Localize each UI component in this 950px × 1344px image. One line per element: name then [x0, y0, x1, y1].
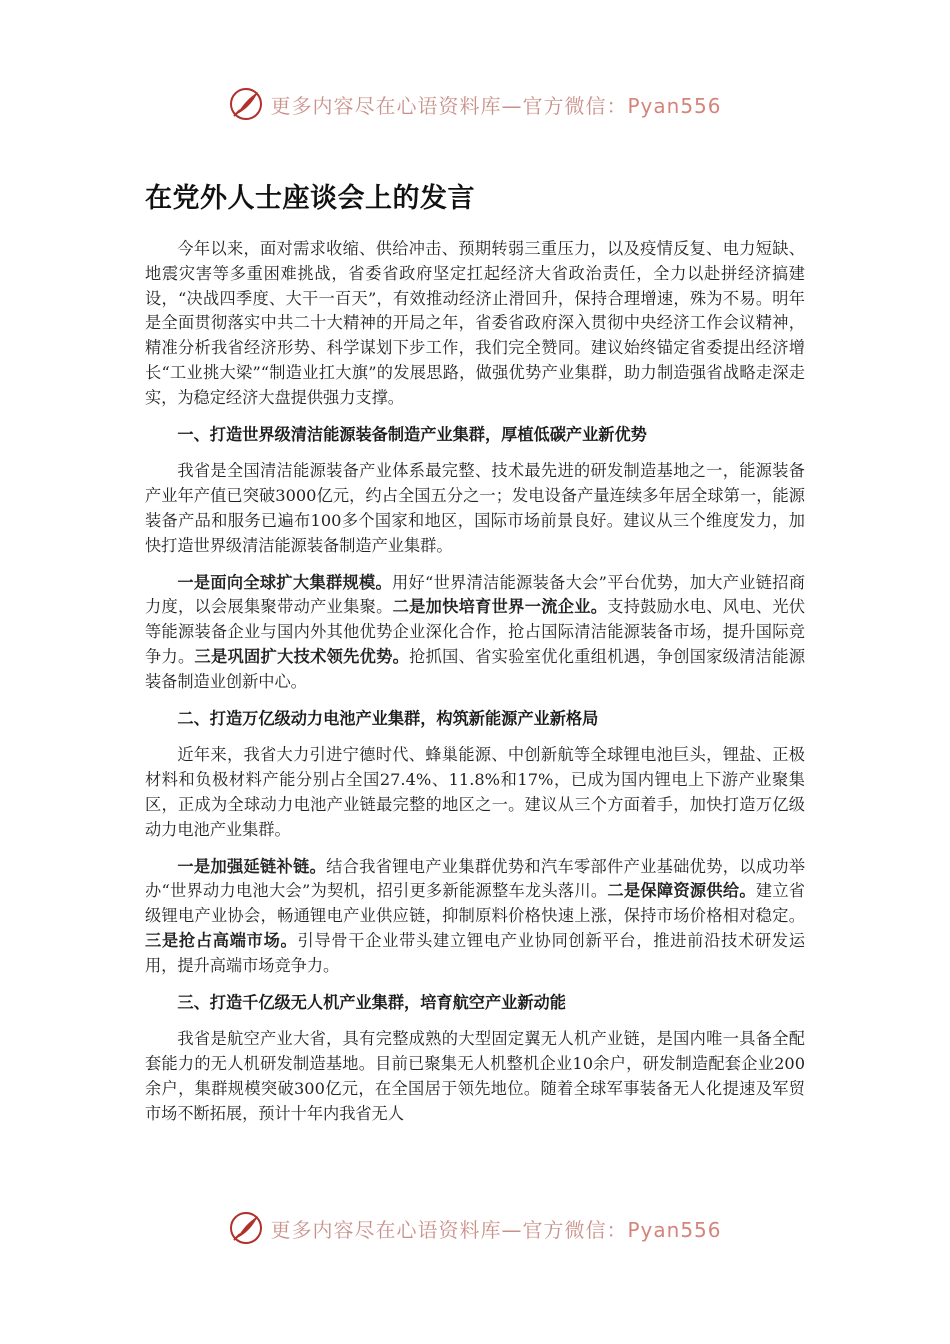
quill-logo-icon — [228, 1210, 264, 1246]
quill-logo-icon — [228, 86, 264, 122]
section-2-paragraph-2: 一是加强延链补链。结合我省锂电产业集群优势和汽车零部件产业基础优势，以成功举办“世界动力电池大会”为契机，招引更多新能源整车龙头落川。二是保障资源供给。建立省级锂电产业协会，畅通锂电产业供应链，抑制原料价格快速上涨，保持市场价格相对稳定。三是抢占高端市场。引导骨干企业带头建立锂电产业协同创新平台，推进前沿技术研发运用，提升高端市场竞争力。 — [145, 856, 806, 975]
document-body — [145, 176, 805, 1139]
intro-paragraph: 今年以来，面对需求收缩、供给冲击、预期转弱三重压力，以及疫情反复、电力短缺、地震灾害等多重困难挑战，省委省政府坚定扛起经济大省政治责任，全力以赴拼经济搞建设，“决战四季度、大干一百天”，有效推动经济止滑回升，保持合理增速，殊为不易。明年是全面贯彻落实中共二十大精神的开局之年，省委省政府深入贯彻中央经济工作会议精神，精准分析我省经济形势、科学谋划下步工作，我们完全赞同。建议始终锚定省委提出经济增长“工业挑大梁”“制造业扛大旗”的发展思路，做强优势产业集群，助力制造强省战略走深走实，为稳定经济大盘提供强力支撑。 — [145, 239, 805, 407]
banner-text: 更多内容尽在心语资料库—官方微信：Pyan556 — [270, 93, 722, 118]
footer-watermark-banner — [0, 1210, 950, 1246]
banner-text: 更多内容尽在心语资料库—官方微信：Pyan556 — [270, 1217, 722, 1242]
section-2-heading: 二、打造万亿级动力电池产业集群，构筑新能源产业新格局 — [177, 708, 599, 728]
document-title: 在党外人士座谈会上的发言 — [145, 183, 475, 214]
wechat-id: Pyan556 — [627, 1217, 722, 1242]
section-3-paragraph-1: 我省是航空产业大省，具有完整成熟的大型固定翼无人机产业链，是国内唯一具备全配套能力的无人机研发制造基地。目前已聚集无人机整机企业10余户，研发制造配套企业200余户，集群规模突破300亿元，在全国居于领先地位。随着全球军事装备无人化提速及军贸市场不断拓展，预计十年内我省无人 — [145, 1029, 805, 1123]
section-2-paragraph-1: 近年来，我省大力引进宁德时代、蜂巢能源、中创新航等全球锂电池巨头，锂盐、正极材料和负极材料产能分别占全国27.4%、11.8%和17%，已成为国内锂电上下游产业聚集区，正成为全球动力电池产业链最完整的地区之一。建议从三个方面着手，加快打造万亿级动力电池产业集群。 — [145, 745, 805, 839]
wechat-id: Pyan556 — [627, 93, 722, 118]
section-1-heading: 一、打造世界级清洁能源装备制造产业集群，厚植低碳产业新优势 — [177, 424, 647, 444]
section-1-paragraph-1: 我省是全国清洁能源装备产业体系最完整、技术最先进的研发制造基地之一，能源装备产业年产值已突破3000亿元，约占全国五分之一；发电设备产量连续多年居全球第一，能源装备产品和服务已遍布100多个国家和地区，国际市场前景良好。建议从三个维度发力，加快打造世界级清洁能源装备制造产业集群。 — [145, 461, 805, 555]
section-3-heading: 三、打造千亿级无人机产业集群，培育航空产业新动能 — [177, 992, 566, 1012]
section-1-paragraph-2: 一是面向全球扩大集群规模。用好“世界清洁能源装备大会”平台优势，加大产业链招商力度，以会展集聚带动产业集聚。二是加快培育世界一流企业。支持鼓励水电、风电、光伏等能源装备企业与国内外其他优势企业深化合作，抢占国际清洁能源装备市场，提升国际竞争力。三是巩固扩大技术领先优势。抢抓国、省实验室优化重组机遇，争创国家级清洁能源装备制造业创新中心。 — [145, 572, 806, 691]
header-watermark-banner — [0, 86, 950, 122]
